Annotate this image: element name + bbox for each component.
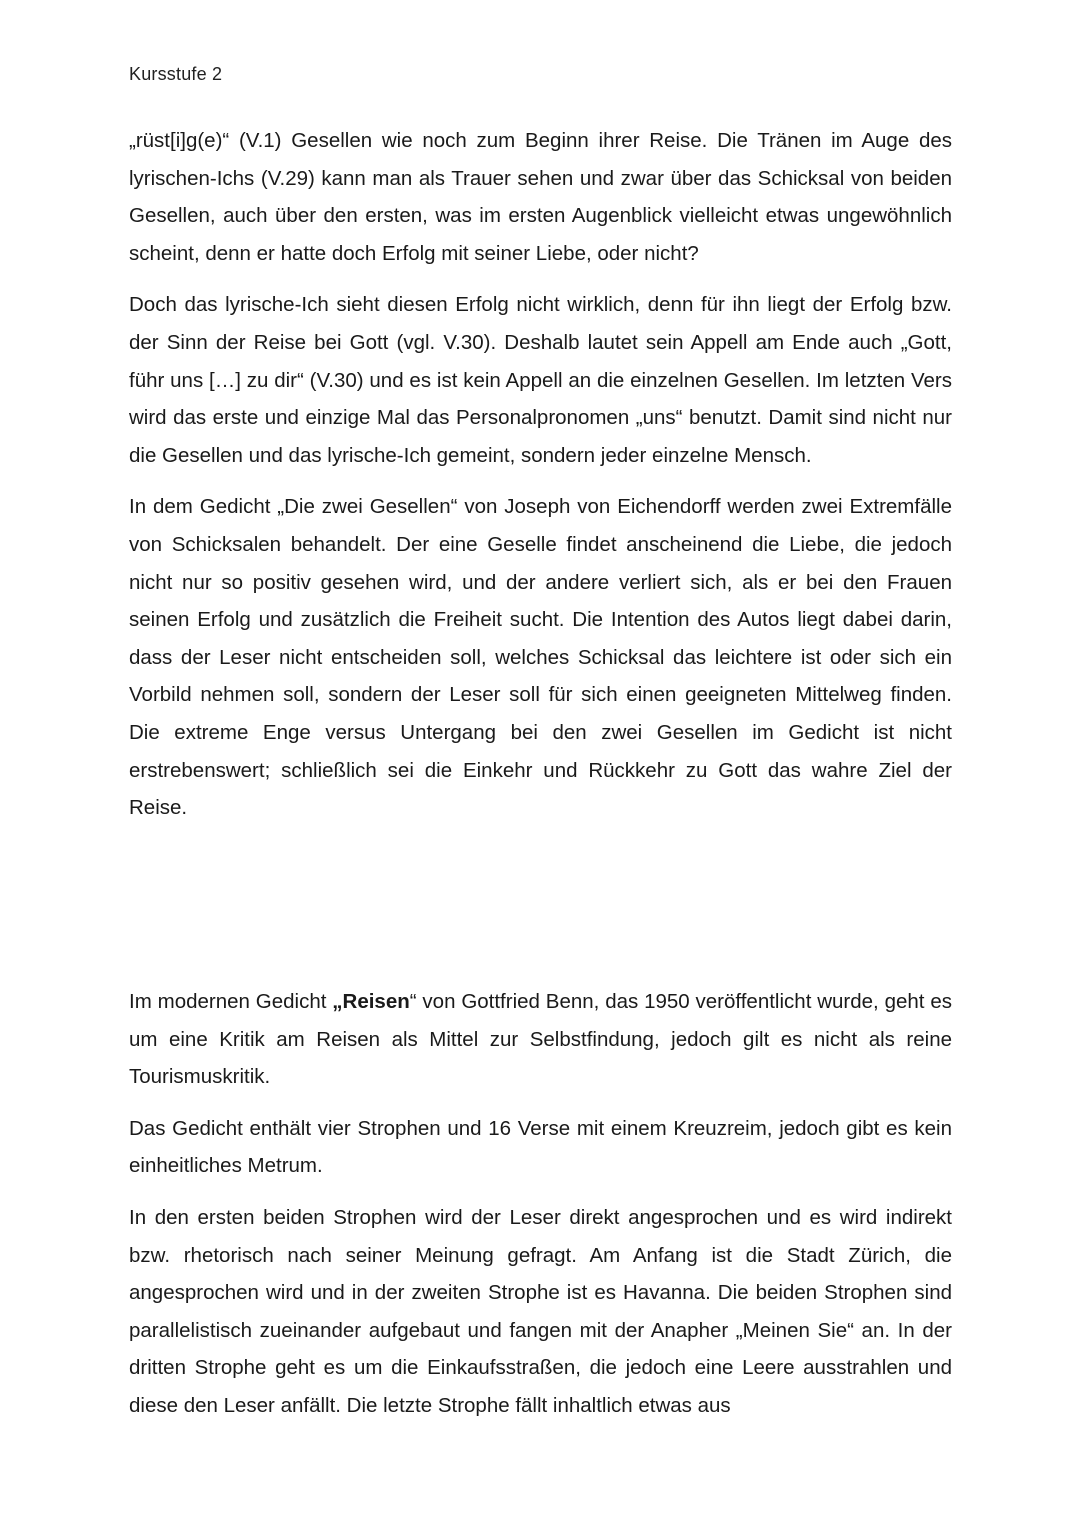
text-block-eichendorff [129, 122, 952, 841]
text-block-benn [129, 983, 952, 1439]
page-header: Kursstufe 2 [129, 64, 223, 84]
paragraph: In den ersten beiden Strophen wird der Leser direkt angesprochen und es wird indirekt bzw. rhetorisch nach seiner Meinung gefragt. Am Anfang ist die Stadt Zürich, die angesprochen wird und in der zweiten Strophe ist es Havanna. Die beiden Strophen sind parallelistisch zueinander aufgebaut und fangen mit der Anapher „Meinen Sie“ an. In der dritten Strophe geht es um die Einkaufsstraßen, die jedoch eine Leere ausstrahlen und diese den Leser anfällt. Die letzte Strophe fällt inhaltlich etwas aus [129, 1205, 952, 1417]
paragraph: Doch das lyrische-Ich sieht diesen Erfolg nicht wirklich, denn für ihn liegt der Erfolg bzw. der Sinn der Reise bei Gott (vgl. V.30). Deshalb lautet sein Appell am Ende auch „Gott, führ uns […] zu dir“ (V.30) und es ist kein Appell an die einzelnen Gesellen. Im letzten Vers wird das erste und einzige Mal das Personalpronomen „uns“ benutzt. Damit sind nicht nur die Gesellen und das lyrische-Ich gemeint, sondern jeder einzelne Mensch. [129, 293, 952, 467]
paragraph: „rüst[i]g(e)“ (V.1) Gesellen wie noch zum Beginn ihrer Reise. Die Tränen im Auge des lyrischen-Ichs (V.29) kann man als Trauer sehen und zwar über das Schicksal von beiden Gesellen, auch über den ersten, was im ersten Augenblick vielleicht etwas ungewöhnlich scheint, denn er hatte doch Erfolg mit seiner Liebe, oder nicht? [129, 129, 952, 265]
paragraph: Das Gedicht enthält vier Strophen und 16 Verse mit einem Kreuzreim, jedoch gibt es kein einheitliches Metrum. [129, 1116, 952, 1178]
intro-text-before: Im modernen Gedicht [129, 990, 333, 1013]
paragraph-intro [129, 983, 952, 1096]
intro-text-after: “ von Gottfried Benn, das 1950 veröffentlicht wurde, geht es um eine Kritik am Reisen als Mittel zur Selbstfindung, jedoch gilt es nicht als reine Tourismuskritik. [129, 990, 952, 1089]
paragraph: In dem Gedicht „Die zwei Gesellen“ von Joseph von Eichendorff werden zwei Extremfälle von Schicksalen behandelt. Der eine Geselle findet anscheinend die Liebe, die jedoch nicht nur so positiv gesehen wird, und der andere verliert sich, als er bei den Frauen seinen Erfolg und zusätzlich die Freiheit sucht. Die Intention des Autos liegt dabei darin, dass der Leser nicht entscheiden soll, welches Schicksal das leichtere ist oder sich ein Vorbild nehmen soll, sondern der Leser soll für sich einen geeigneten Mittelweg finden. Die extreme Enge versus Untergang bei den zwei Gesellen im Gedicht ist nicht erstrebenswert; schließlich sei die Einkehr und Rückkehr zu Gott das wahre Ziel der Reise. [129, 495, 952, 820]
poem-title: „Reisen [332, 990, 410, 1013]
